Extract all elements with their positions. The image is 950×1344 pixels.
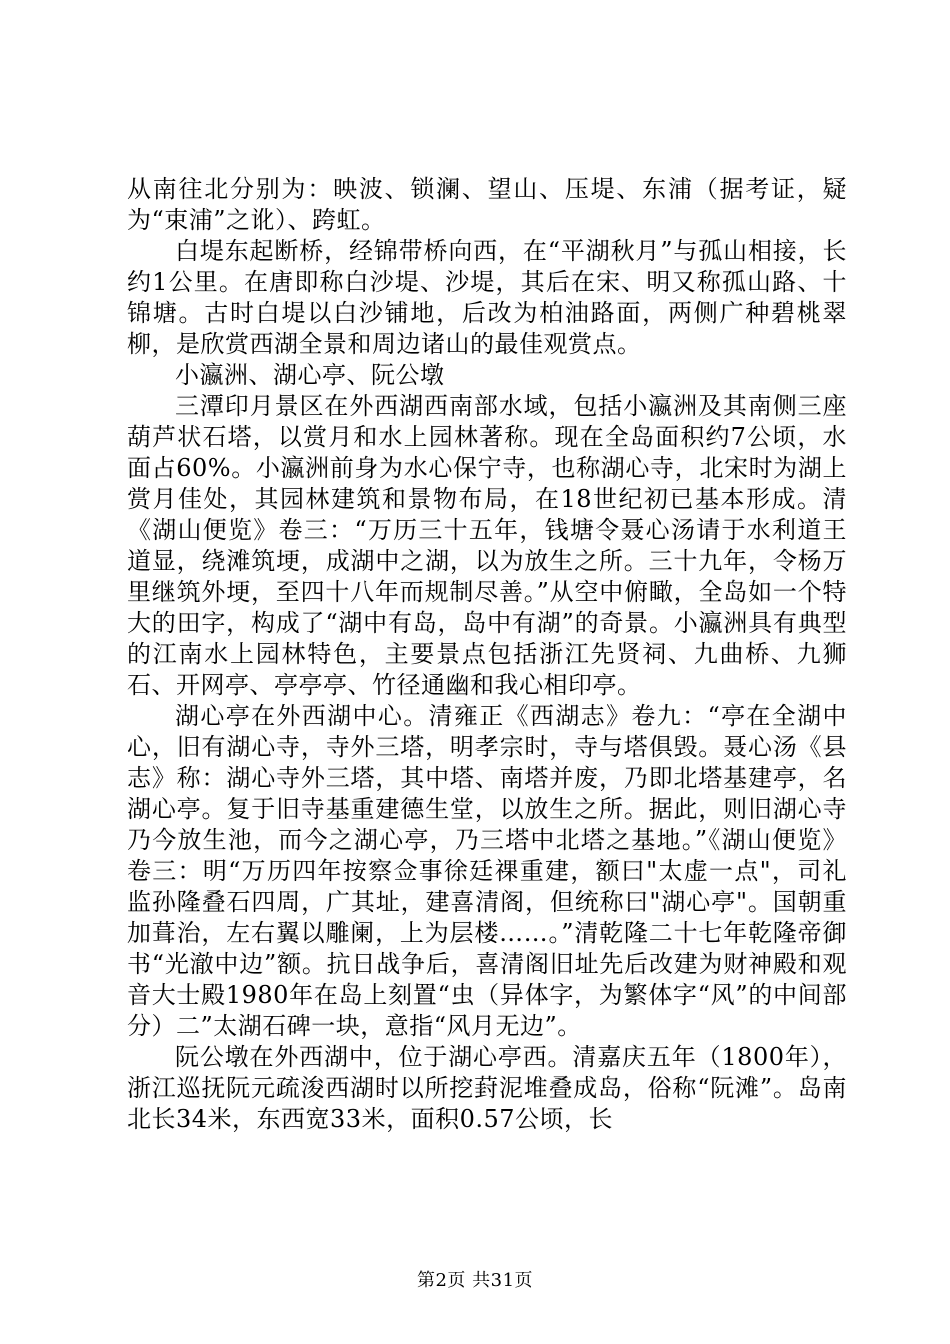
paragraph-3: 三潭印月景区在外西湖西南部水域，包括小瀛洲及其南侧三座葫芦状石塔，以赏月和水上园林著称。现在全岛面积约7公顷，水面占60%。小瀛洲前身为水心保宁寺，也称湖心寺，北宋时为湖上赏月佳处，其园林建筑和景物布局，在18世纪初已基本形成。清《湖山便览》卷三：“万历三十五年，钱塘令聂心汤请于水利道王道显，绕滩筑埂，成湖中之湖，以为放生之所。三十九年，令杨万里继筑外埂，至四十八年而规制尽善。”从空中俯瞰，全岛如一个特大的田字，构成了“湖中有岛，岛中有湖”的奇景。小瀛洲具有典型的江南水上园林特色，主要景点包括浙江先贤祠、九曲桥、九狮石、开网亭、亭亭亭、竹径通幽和我心相印亭。 [127,392,847,699]
paragraph-5: 阮公墩在外西湖中，位于湖心亭西。清嘉庆五年（1800年），浙江巡抚阮元疏浚西湖时以所挖葑泥堆叠成岛，俗称“阮滩”。岛南北长34米，东西宽33米，面积0.57公顷，长 [127,1043,847,1133]
page-footer [0,1270,950,1292]
paragraph-1: 从南往北分别为：映波、锁澜、望山、压堤、东浦（据考证，疑为“束浦”之讹）、跨虹。 [127,175,847,234]
paragraph-2: 白堤东起断桥，经锦带桥向西，在“平湖秋月”与孤山相接，长约1公里。在唐即称白沙堤、沙堤，其后在宋、明又称孤山路、十锦塘。古时白堤以白沙铺地，后改为柏油路面，两侧广种碧桃翠柳，是欣赏西湖全景和周边诸山的最佳观赏点。 [127,237,847,358]
page-number-label: 第2页 共31页 [416,1270,534,1291]
paragraph-4: 湖心亭在外西湖中心。清雍正《西湖志》卷九：“亭在全湖中心，旧有湖心寺，寺外三塔，明孝宗时，寺与塔俱毁。聂心汤《县志》称：湖心寺外三塔，其中塔、南塔并废，乃即北塔基建亭，名湖心亭。复于旧寺基重建德生堂，以放生之所。据此，则旧湖心寺乃今放生池，而今之湖心亭，乃三塔中北塔之基地。”《湖山便览》卷三：明“万历四年按察佥事徐廷祼重建，额曰"太虚一点"，司礼监孙隆叠石四周，广其址，建喜清阁，但统称曰"湖心亭"。国朝重加葺治，左右翼以雕阑，上为层楼……。”清乾隆二十七年乾隆帝御书“光澈中边”额。抗日战争后，喜清阁旧址先后改建为财神殿和观音大士殿1980年在岛上刻置“虫（异体字，为繁体字“风”的中间部分）二”太湖石碑一块，意指“风月无边”。 [127,702,847,1040]
section-heading: 小瀛洲、湖心亭、阮公墩 [175,361,445,389]
document-body [127,174,847,1135]
